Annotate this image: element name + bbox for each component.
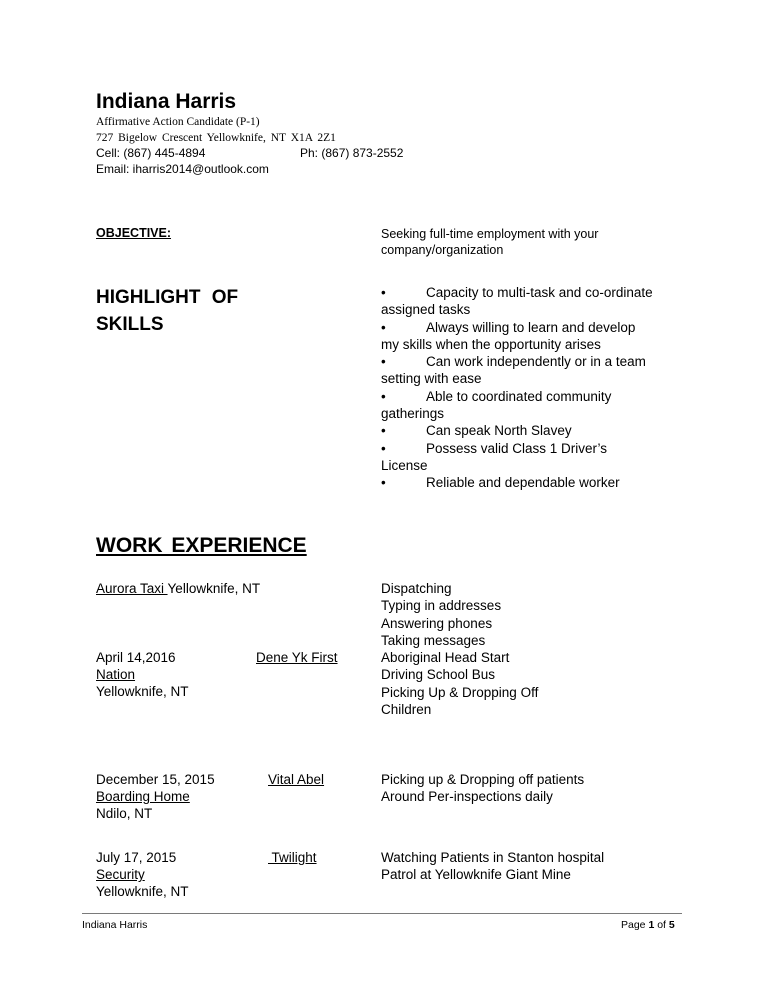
page-prefix: Page: [621, 919, 649, 931]
job-date: July 17, 2015: [96, 850, 177, 865]
skill-text: Able to coordinated community gatherings: [381, 388, 612, 422]
skills-list: [381, 284, 653, 492]
bullet: •: [381, 423, 386, 439]
candidate-address: 727 Bigelow Crescent Yellowknife, NT X1A 2Z1: [96, 132, 336, 144]
work-heading: WORK EXPERIENCE: [96, 534, 307, 557]
skills-heading: [96, 284, 238, 338]
objective-text: Seeking full-time employment with your company/organization: [381, 227, 599, 257]
footer-divider: [82, 913, 682, 914]
skill-item: [381, 353, 653, 388]
duty-item: Dispatching: [381, 581, 452, 596]
duty-item: Around Per-inspections daily: [381, 789, 553, 805]
duty-item: Aboriginal Head Start: [381, 650, 510, 665]
skill-item: [381, 284, 653, 319]
job-employer-line: [96, 580, 260, 597]
skill-text: Always willing to learn and develop my skills when the opportunity arises: [381, 319, 636, 352]
job-employer: Vital Abel: [268, 772, 325, 787]
duty-item: Picking up & Dropping off patients: [381, 772, 585, 787]
footer-author: Indiana Harris: [82, 919, 148, 931]
skill-item: [381, 388, 653, 423]
job-employer: Aurora Taxi: [96, 581, 168, 596]
job-employer: Dene Yk First: [256, 650, 338, 665]
job-duties: [381, 580, 661, 649]
duty-item: Picking Up & Dropping Off: [381, 684, 539, 700]
job-location: Yellowknife, NT: [96, 684, 189, 699]
page-of: of: [654, 919, 669, 931]
candidate-phone: Ph: (867) 873-2552: [300, 146, 404, 160]
bullet: •: [381, 388, 386, 404]
skill-text: Capacity to multi-task and co-ordinate assigned tasks: [381, 285, 653, 318]
job-employer-cont: Security: [96, 867, 145, 882]
job-location: Yellowknife, NT: [96, 884, 189, 899]
skill-item: [381, 319, 653, 354]
bullet: •: [381, 354, 386, 370]
objective-label: OBJECTIVE:: [96, 226, 172, 240]
footer-page-number: [621, 919, 675, 931]
bullet: •: [381, 440, 386, 456]
candidate-cell: Cell: (867) 445-4894: [96, 146, 206, 160]
job-duties: [381, 649, 661, 718]
skill-item: [381, 422, 653, 439]
job-duties: [381, 849, 661, 884]
candidate-subtitle: Affirmative Action Candidate (P-1): [96, 116, 260, 128]
bullet: •: [381, 319, 386, 335]
page-total: 5: [668, 919, 675, 931]
skill-text: Possess valid Class 1 Driver’s License: [381, 440, 608, 473]
duty-item: Typing in addresses: [381, 598, 502, 614]
page-current: 1: [648, 919, 655, 931]
duty-item: Patrol at Yellowknife Giant Mine: [381, 867, 571, 883]
skills-heading-line2: SKILLS: [96, 314, 164, 335]
job-duties: [381, 771, 661, 806]
skill-text: Can speak North Slavey: [426, 423, 572, 439]
bullet: •: [381, 285, 386, 300]
skills-heading-line1: HIGHLIGHT OF: [96, 287, 239, 308]
skill-text: Can work independently or in a team setting with ease: [381, 354, 646, 387]
job-employer-cont: Boarding Home: [96, 789, 190, 804]
job-location: Ndilo, NT: [96, 806, 153, 821]
duty-item: Answering phones: [381, 615, 493, 631]
skill-item: [381, 440, 653, 475]
skill-item: [381, 474, 653, 491]
candidate-email: Email: iharris2014@outlook.com: [96, 162, 269, 176]
duty-item: Taking messages: [381, 632, 486, 648]
candidate-name: Indiana Harris: [96, 90, 237, 113]
duty-item: Driving School Bus: [381, 667, 496, 683]
job-location: Yellowknife, NT: [167, 581, 261, 596]
duty-item: Watching Patients in Stanton hospital: [381, 850, 605, 865]
skill-text: Reliable and dependable worker: [426, 475, 620, 491]
job-employer-cont: Nation: [96, 667, 136, 682]
bullet: •: [381, 475, 386, 491]
job-date: December 15, 2015: [96, 772, 215, 787]
duty-item: Children: [381, 701, 432, 717]
job-employer: Twilight: [268, 850, 317, 865]
job-date: April 14,2016: [96, 650, 176, 665]
